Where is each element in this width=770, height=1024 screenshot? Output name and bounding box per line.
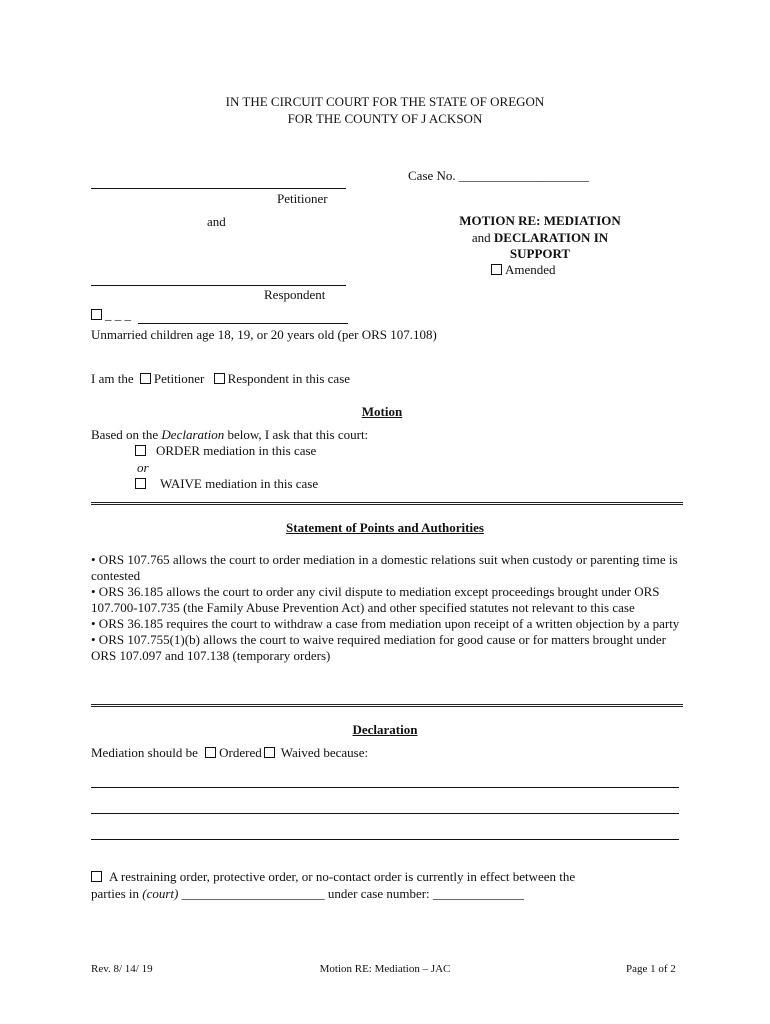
unmarried-children-line[interactable] — [138, 323, 348, 324]
reason-line-3[interactable] — [91, 839, 679, 840]
order-mediation-option[interactable] — [135, 443, 316, 459]
waive-mediation-checkbox[interactable] — [135, 478, 146, 489]
respondent-role-checkbox[interactable] — [214, 373, 225, 384]
page-number: Page 1 of 2 — [626, 963, 676, 975]
petitioner-role-label: Petitioner — [153, 371, 205, 386]
section-divider-1 — [91, 502, 683, 505]
declaration-heading: Declaration — [352, 722, 418, 737]
order-mediation-label: ORDER mediation in this case — [156, 443, 317, 458]
restraining-order-option[interactable] — [91, 869, 575, 885]
court-header-line1: IN THE CIRCUIT COURT FOR THE STATE OF OREGON — [225, 94, 545, 109]
restraining-order-line2 — [91, 886, 524, 902]
points-item: • ORS 36.185 allows the court to order any civil dispute to mediation except proceedings brought under ORS 107.700-107.735 (the Family Abuse Prevention Act) and other specified statutes not relevant to this case — [91, 584, 660, 615]
petitioner-role-checkbox[interactable] — [140, 373, 151, 384]
motion-title-line3: SUPPORT — [509, 246, 571, 261]
waive-mediation-option[interactable] — [135, 476, 318, 492]
revision-date: Rev. 8/ 14/ 19 — [91, 963, 153, 975]
restraining-court-prefix: parties in — [91, 886, 143, 901]
waive-mediation-label: WAIVE mediation in this case — [160, 476, 319, 491]
restraining-court-fields[interactable]: ______________________ under case number: ______________ — [178, 886, 524, 901]
ordered-label: Ordered — [219, 745, 262, 760]
title-and-word: and — [471, 230, 494, 245]
amended-label: Amended — [505, 262, 556, 277]
and-label: and — [207, 214, 226, 229]
points-heading: Statement of Points and Authorities — [286, 520, 484, 535]
declaration-line — [91, 745, 368, 761]
petitioner-name-line[interactable] — [91, 188, 346, 189]
case-number-field[interactable]: Case No. ____________________ — [408, 168, 589, 183]
motion-intro-prefix: Based on the — [91, 427, 162, 442]
restraining-order-checkbox[interactable] — [91, 871, 102, 882]
declaration-prefix: Mediation should be — [91, 745, 198, 760]
title-declaration: DECLARATION IN — [493, 230, 609, 245]
motion-title-line2 — [430, 230, 650, 246]
motion-title-line1: MOTION RE: MEDIATION — [459, 213, 621, 228]
waived-checkbox[interactable] — [264, 747, 275, 758]
ordered-checkbox[interactable] — [205, 747, 216, 758]
order-mediation-checkbox[interactable] — [135, 445, 146, 456]
amended-checkbox[interactable] — [491, 264, 502, 275]
unmarried-children-checkbox[interactable] — [91, 309, 102, 320]
restraining-court-italic: (court) — [142, 886, 179, 901]
court-header-line2: FOR THE COUNTY OF J ACKSON — [287, 111, 483, 126]
petitioner-label: Petitioner — [277, 191, 328, 206]
section-divider-2 — [91, 704, 683, 707]
respondent-name-line[interactable] — [91, 285, 346, 286]
points-item: • ORS 36.185 requires the court to withdraw a case from mediation upon receipt of a written objection by a party — [91, 616, 680, 631]
reason-line-1[interactable] — [91, 787, 679, 788]
unmarried-children-option[interactable] — [91, 307, 131, 323]
points-item: • ORS 107.755(1)(b) allows the court to waive required mediation for good cause or for matters brought under ORS 107.097 and 107.138 (temporary orders) — [91, 632, 666, 663]
motion-intro — [91, 427, 368, 443]
points-item: • ORS 107.765 allows the court to order mediation in a domestic relations suit when custody or parenting time is contested — [91, 552, 678, 583]
points-list — [91, 552, 683, 664]
respondent-role-label: Respondent in this case — [227, 371, 351, 386]
amended-option[interactable] — [491, 262, 556, 278]
restraining-order-line1: A restraining order, protective order, or no-contact order is currently in effect between the — [109, 869, 576, 884]
motion-heading: Motion — [361, 404, 403, 419]
or-label: or — [137, 460, 149, 475]
reason-line-2[interactable] — [91, 813, 679, 814]
motion-intro-suffix: below, I ask that this court: — [224, 427, 369, 442]
role-prefix: I am the — [91, 371, 134, 386]
motion-intro-italic: Declaration — [161, 427, 225, 442]
footer-title: Motion RE: Mediation – JAC — [319, 963, 451, 975]
respondent-label: Respondent — [264, 287, 326, 302]
role-line — [91, 371, 350, 387]
unmarried-children-note: Unmarried children age 18, 19, or 20 years old (per ORS 107.108) — [91, 327, 437, 342]
unmarried-blank-prefix: _ _ _ — [105, 307, 131, 322]
waived-label: Waived because: — [280, 745, 369, 760]
